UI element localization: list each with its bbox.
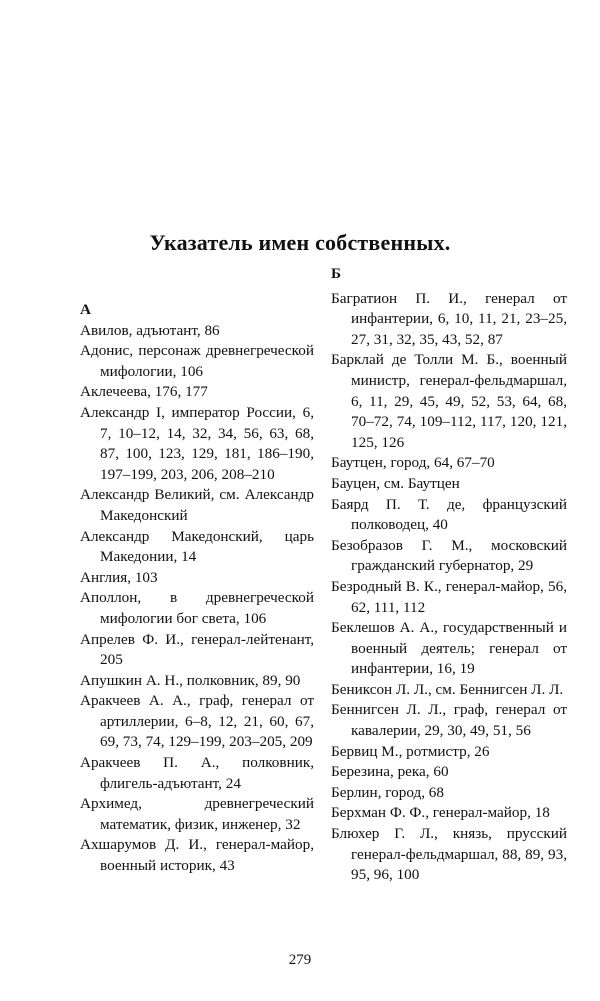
index-entry: Березина, река, 60 — [331, 763, 449, 781]
index-column-right — [331, 264, 567, 886]
page-title: Указатель имен собственных. — [149, 230, 451, 255]
index-entry: Ахшарумов Д. И., генерал-майор, военный историк, 43 — [80, 836, 314, 875]
index-entry: Аклечеева, 176, 177 — [80, 383, 208, 401]
index-entry: Александр Великий, см. Александр Македонский — [80, 486, 314, 524]
index-entry: Аракчеев П. А., полковник, флигель-адъютант, 24 — [80, 754, 314, 792]
index-entry: Баярд П. Т. де, французский полководец, 40 — [331, 495, 567, 534]
index-entry: Баутцен, город, 64, 67–70 — [331, 454, 495, 472]
index-entry: Беклешов А. А., государственный и военный деятель; генерал от инфантерии, 16, 19 — [331, 619, 567, 678]
index-entry: Аполлон, в древнегреческой мифологии бог света, 106 — [80, 589, 314, 627]
entry-list — [80, 321, 314, 877]
index-entry: Беннигсен Л. Л., граф, генерал от кавалерии, 29, 30, 49, 51, 56 — [331, 701, 567, 740]
section-letter: Б — [331, 265, 342, 282]
index-entry: Бервиц М., ротмистр, 26 — [331, 742, 490, 760]
index-entry: Багратион П. И., генерал от инфантерии, 6, 10, 11, 21, 23–25, 27, 31, 32, 35, 43, 52, 87 — [331, 289, 567, 348]
index-entry: Бауцен, см. Баутцен — [331, 474, 460, 492]
index-entry: Авилов, адъютант, 86 — [80, 321, 220, 339]
index-entry: Безобразов Г. М., московский гражданский губернатор, 29 — [331, 536, 567, 575]
index-entry: Англия, 103 — [80, 568, 158, 586]
index-entry: Александр I, император России, 6, 7, 10–12, 14, 32, 34, 56, 63, 68, 87, 100, 123, 129, 181, 186–190, 197–199, 203, 206, 208–210 — [80, 403, 314, 483]
index-entry: Апушкин А. Н., полковник, 89, 90 — [80, 671, 301, 689]
index-entry: Бениксон Л. Л., см. Беннигсен Л. Л. — [331, 680, 564, 698]
page-number: 279 — [288, 952, 312, 968]
index-entry: Александр Македонский, царь Македонии, 14 — [80, 527, 314, 566]
index-entry: Барклай де Толли М. Б., военный министр, генерал-фельдмаршал, 6, 11, 29, 45, 49, 52, 53, 64, 68, 70–72, 74, 109–112, 117, 120, 121, 125, 126 — [331, 351, 567, 451]
entry-list — [331, 289, 567, 886]
section-letter: А — [80, 301, 91, 318]
index-entry: Адонис, персонаж древнегреческой мифологии, 106 — [80, 342, 314, 380]
index-entry: Безродный В. К., генерал-майор, 56, 62, 111, 112 — [331, 577, 567, 616]
index-entry: Аракчеев А. А., граф, генерал от артиллерии, 6–8, 12, 21, 60, 67, 69, 73, 74, 129–199, 203–205, 209 — [80, 692, 314, 751]
index-entry: Апрелев Ф. И., генерал-лейтенант, 205 — [80, 630, 314, 669]
index-column-left — [80, 300, 314, 877]
index-entry: Берхман Ф. Ф., генерал-майор, 18 — [331, 804, 550, 822]
index-entry: Берлин, город, 68 — [331, 783, 444, 801]
index-entry: Блюхер Г. Л., князь, прусский генерал-фельдмаршал, 88, 89, 93, 95, 96, 100 — [331, 825, 567, 884]
index-entry: Архимед, древнегреческий математик, физик, инженер, 32 — [80, 795, 314, 833]
